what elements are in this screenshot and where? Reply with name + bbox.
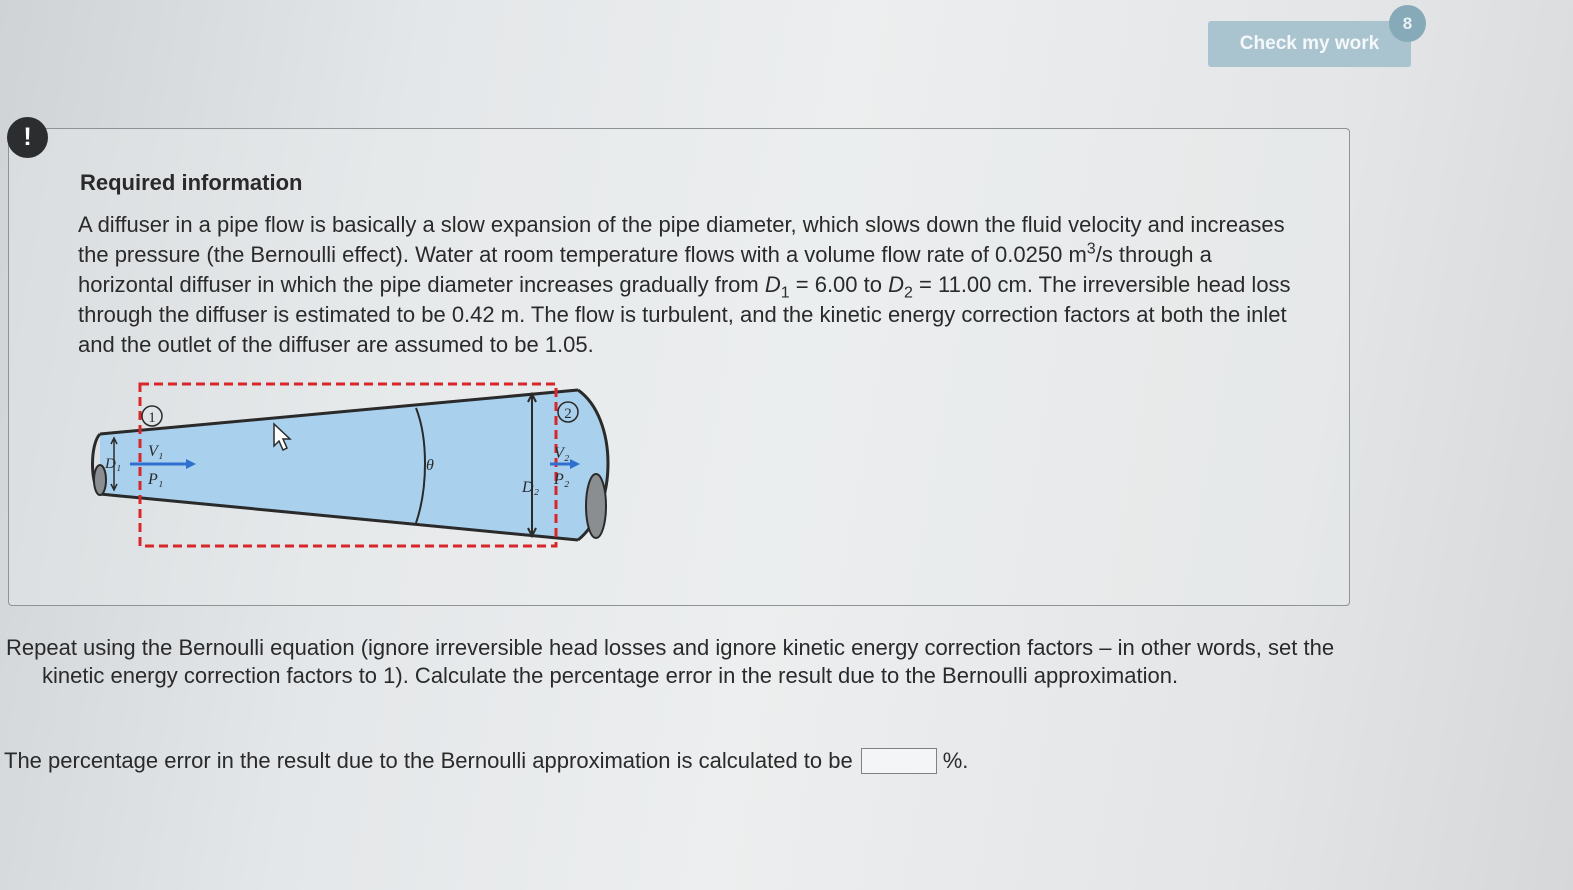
cubic-superscript: 3 [1086, 240, 1096, 258]
statement-text-2: /s through a horizontal diffuser in which the pipe diameter increases gradually from [78, 242, 1212, 297]
d2-label: D₂ [522, 479, 540, 496]
d1-variable: D [764, 272, 781, 297]
statement-text-3: = 6.00 to [789, 272, 889, 297]
statement-text-4: = 11.00 cm. The irreversible head loss through the diffuser is estimated to be 0.42 m. The flow is turbulent, and the kinetic energy correction factors at both the inlet and the outlet of the diffuser are assumed to be 1.05. [78, 272, 1291, 357]
percentage-error-input[interactable] [861, 748, 937, 774]
d2-variable: D [888, 272, 904, 297]
question-text: Repeat using the Bernoulli equation (ignore irreversible head losses and ignore kinetic energy correction factors – in other words, set the kinetic energy correction factors to 1). Calculate the percentage error in the result due to the Bernoulli approximation. [6, 635, 1335, 688]
attempts-badge: 8 [1389, 5, 1426, 42]
required-information-title: Required information [80, 170, 303, 195]
v2-label: V₂ [554, 445, 570, 462]
statement-text-1: A diffuser in a pipe flow is basically a slow expansion of the pipe diameter, which slows down the fluid velocity and increases the pressure (the Bernoulli effect). Water at room temperature flows with a volume flow rate of 0.0250 m [78, 212, 1285, 267]
answer-prefix: The percentage error in the result due to the Bernoulli approximation is calculated to be [4, 748, 853, 773]
answer-suffix: %. [942, 748, 969, 773]
d2-subscript: 2 [904, 284, 913, 302]
outlet-cut-face [586, 474, 606, 538]
station-1-label: 1 [148, 410, 156, 426]
answer-line [4, 748, 968, 774]
alert-icon: ! [7, 117, 48, 158]
theta-label: θ [426, 457, 434, 474]
station-2-label: 2 [564, 406, 572, 422]
p1-label: P₁ [148, 471, 164, 488]
diffuser-diagram [88, 378, 618, 558]
p2-label: P₂ [554, 471, 570, 488]
v1-label: V₁ [148, 443, 164, 460]
d1-label: D₁ [105, 456, 122, 472]
problem-statement [78, 210, 1293, 360]
check-my-work-button[interactable]: Check my work [1208, 21, 1411, 67]
d1-subscript: 1 [780, 284, 790, 302]
